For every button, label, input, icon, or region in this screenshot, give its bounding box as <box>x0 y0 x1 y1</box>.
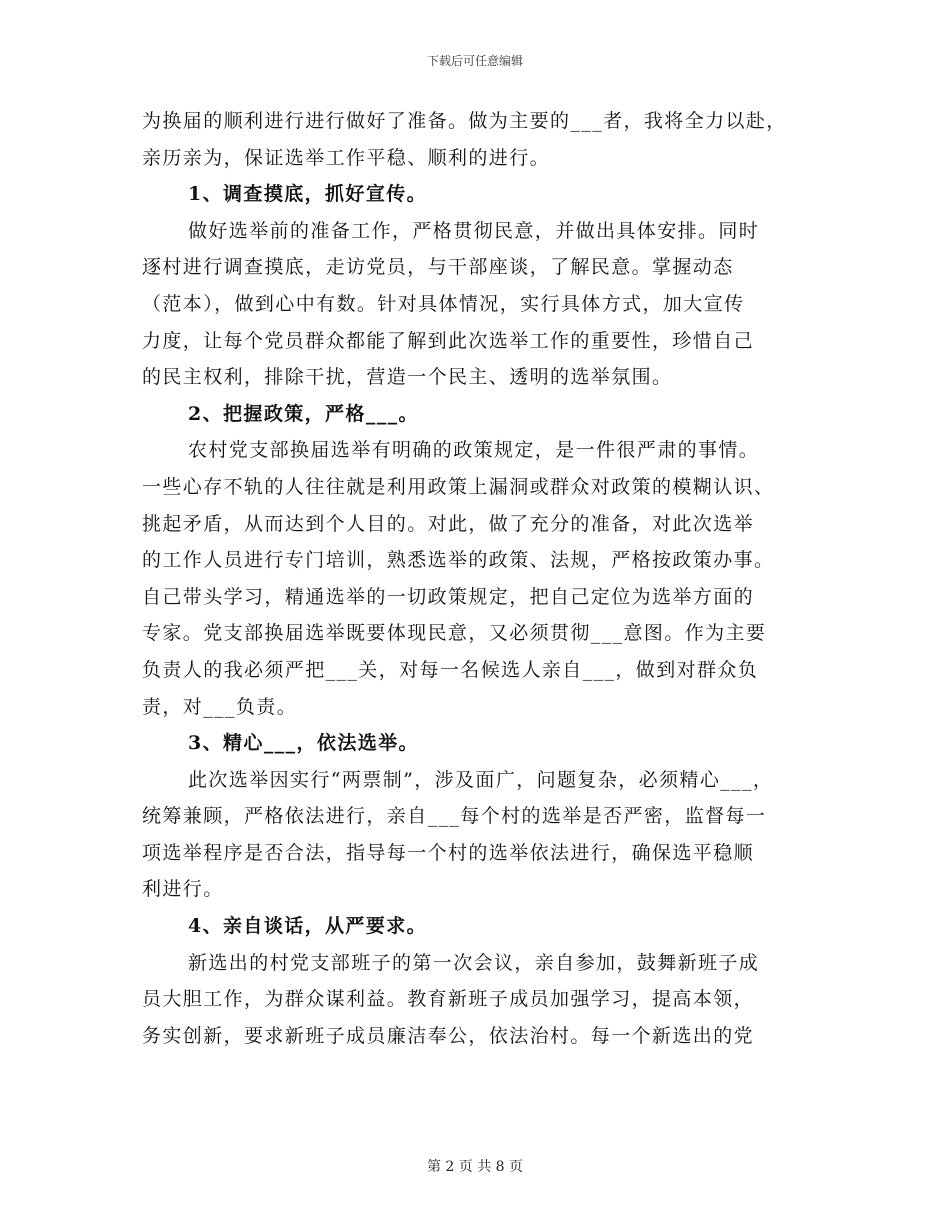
paragraph-line: 统筹兼顾，严格依法进行，亲自___每个村的选举是否严密，监督每一 <box>142 805 767 828</box>
paragraph-line: 的工作人员进行专门培训，熟悉选举的政策、法规，严格按政策办事。 <box>142 549 775 572</box>
paragraph-line: 负责人的我必须严把___关，对每一名候选人亲自___，做到对群众负 <box>142 658 759 681</box>
section-heading: 2、把握政策，严格___。 <box>188 402 419 425</box>
paragraph-line: 一些心存不轨的人往往就是利用政策上漏洞或群众对政策的模糊认识、 <box>142 475 775 498</box>
paragraph-line: 逐村进行调查摸底，走访党员，与干部座谈，了解民意。掌握动态 <box>142 256 734 279</box>
section-heading: 3、精心___，依法选举。 <box>188 732 419 755</box>
section-heading: 1、调查摸底，抓好宣传。 <box>188 183 428 206</box>
paragraph-line: （范本），做到心中有数。针对具体情况，实行具体方式，加大宣传 <box>142 292 745 315</box>
page-number-footer: 第 2 页 共 8 页 <box>426 1159 524 1175</box>
paragraph-line: 员大胆工作，为群众谋利益。教育新班子成员加强学习，提高本领， <box>142 988 755 1011</box>
paragraph-line: 农村党支部换届选举有明确的政策规定，是一件很严肃的事情。 <box>188 439 760 462</box>
page-header-note: 下载后可任意编辑 <box>426 54 523 68</box>
document-body <box>142 103 812 1054</box>
paragraph-line: 项选举程序是否合法，指导每一个村的选举依法进行，确保选平稳顺 <box>142 841 755 864</box>
paragraph-line: 责，对___负责。 <box>142 695 298 718</box>
paragraph-line: 做好选举前的准备工作，严格贯彻民意，并做出具体安排。同时 <box>188 219 760 242</box>
paragraph-line: 利进行。 <box>142 878 224 901</box>
paragraph-line: 的民主权利，排除干扰，营造一个民主、透明的选举氛围。 <box>142 366 673 389</box>
paragraph-line: 为换届的顺利进行进行做好了准备。做为主要的___者，我将全力以赴， <box>142 110 787 132</box>
paragraph-line: 新选出的村党支部班子的第一次会议，亲自参加，鼓舞新班子成 <box>188 951 760 974</box>
paragraph-line: 挑起矛盾，从而达到个人目的。对此，做了充分的准备，对此次选举 <box>142 512 755 535</box>
paragraph-line: 专家。党支部换届选举既要体现民意，又必须贯彻___意图。作为主要 <box>142 622 767 645</box>
paragraph-line: 务实创新，要求新班子成员廉洁奉公，依法治村。每一个新选出的党 <box>142 1024 755 1047</box>
section-heading: 4、亲自谈话，从严要求。 <box>188 915 428 938</box>
paragraph-line: 力度，让每个党员群众都能了解到此次选举工作的重要性，珍惜自己 <box>142 329 755 352</box>
paragraph-line: 亲历亲为，保证选举工作平稳、顺利的进行。 <box>142 146 551 169</box>
paragraph-line: 自己带头学习，精通选举的一切政策规定，把自己定位为选举方面的 <box>142 585 755 608</box>
paragraph-line: 此次选举因实行“两票制”，涉及面广，问题复杂，必须精心___， <box>188 768 774 791</box>
